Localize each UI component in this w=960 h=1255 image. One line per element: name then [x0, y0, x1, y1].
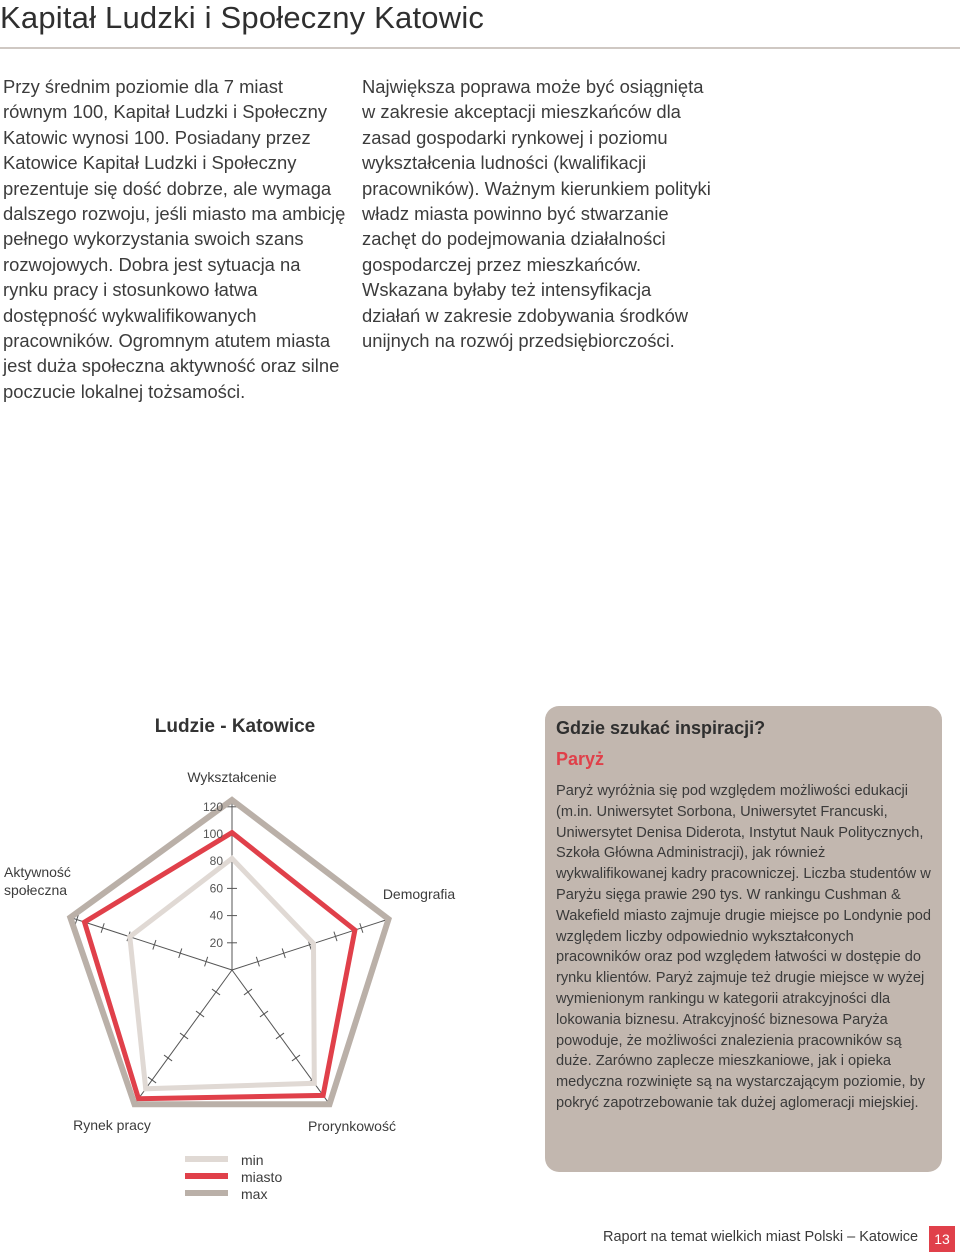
radar-tick-label: 120 [202, 799, 223, 814]
radar-series [70, 800, 388, 1104]
radar-tick-mark [212, 989, 220, 995]
radar-tick-mark [260, 1011, 268, 1017]
radar-axis-label [308, 1118, 396, 1134]
chart-title: Ludzie - Katowice [154, 716, 316, 737]
radar-axis-label [4, 864, 71, 898]
radar-tick-label: 80 [209, 854, 223, 869]
radar-tick-mark [244, 989, 252, 995]
radar-axis-label-line: Demografia [382, 886, 456, 902]
page-number: 13 [929, 1226, 955, 1252]
radar-axis-label-line: Prorynkowość [308, 1118, 396, 1134]
legend-label-miasto: miasto [241, 1169, 283, 1185]
title-divider [0, 47, 960, 49]
radar-series-max [70, 800, 388, 1104]
radar-tick-label: 60 [209, 881, 223, 896]
radar-tick-mark [180, 1033, 188, 1039]
inspiration-heading: Gdzie szukać inspiracji? [556, 718, 766, 738]
page-title: Kapitał Ludzki i Społeczny Katowic [0, 0, 485, 35]
intro-paragraph-left: Przy średnim poziomie dla 7 miast równym 100, Kapitał Ludzki i Społeczny Katowic wynosi 100. Posiadany przez Katowice Kapitał Ludzki i Społeczny prezentuje się dość dobrze, ale wymaga dalszego rozwoju, jeśli miasto ma ambicję pełnego wykorzystania swoich szans rozwojowych. Dobra jest sytuacja na rynku pracy i stosunkowo łatwa dostępność wykwalifikowanych pracowników. Ogromnym atutem miasta jest duża społeczna aktywność oraz silne poczucie lokalnej tożsamości. [3, 76, 346, 402]
radar-axis-label-line: społeczna [4, 882, 68, 898]
radar-axis-label-line: Wykształcenie [187, 769, 277, 785]
radar-tick-label: 20 [209, 935, 223, 950]
radar-axis-label-line: Aktywność [4, 864, 71, 880]
inspiration-box [545, 706, 942, 1172]
legend-swatch-max [185, 1190, 228, 1196]
radar-tick-mark [276, 1033, 284, 1039]
radar-tick-mark [148, 1077, 156, 1083]
radar-tick-mark [164, 1055, 172, 1061]
inspiration-city: Paryż [556, 749, 605, 769]
legend-swatch-miasto [185, 1173, 228, 1179]
intro-paragraph-right: Największa poprawa może być osiągnięta w zakresie akceptacji mieszkańców dla zasad gospodarki rynkowej i poziomu wykształcenia ludności (kwalifikacji pracowników). Ważnym kierunkiem polityki władz miasta powinno być stwarzanie zachęt do podejmowania działalności gospodarczej przez mieszkańców. Wskazana byłaby też intensyfikacja działań w zakresie zdobywania środków unijnych na rozwój przedsiębiorczości. [362, 76, 711, 352]
legend-label-max: max [241, 1186, 268, 1202]
radar-tick-label: 40 [209, 908, 223, 923]
radar-tick-mark [196, 1011, 204, 1017]
radar-axis-label [383, 886, 456, 902]
radar-axis-label [187, 769, 277, 785]
legend-swatch-min [185, 1156, 228, 1162]
legend-label-min: min [241, 1152, 264, 1168]
radar-axis-label [73, 1117, 151, 1133]
radar-axis-labels [4, 769, 455, 1134]
radar-axis-label-line: Rynek pracy [73, 1117, 151, 1133]
radar-chart [0, 755, 540, 1150]
footer-report-title: Raport na temat wielkich miast Polski – Katowice [603, 1229, 919, 1245]
radar-tick-label: 100 [202, 827, 223, 841]
radar-tick-mark [292, 1055, 300, 1061]
inspiration-text: Paryż wyróżnia się pod względem możliwości edukacji (m.in. Uniwersytet Sorbona, Uniwersytet Francuski, Uniwersytet Denisa Diderota, Instytut Nauk Politycznych, Szkoła Główna Administracji), jak również wykwalifikowanej kadry pracowniczej. Liczba studentów w Paryżu sięga prawie 290 tys. W rankingu Cushman & Wakefield miasto zajmuje drugie miejsce po Londynie pod względem liczby odpowiednio wykształconych pracowników oraz pod względem łatwości w dostępie do rynku klientów. Paryż zajmuje też drugie miejsce w wyżej wymienionym rankingu w kategorii atrakcyjności dla lokowania biznesu. Atrakcyjność biznesowa Paryża powoduje, że możliwości znalezienia pracowników są duże. Zarówno zaplecze mieszkaniowe, jak i opieka medyczna rozwinięte są na wystarczającym poziomie, by pokryć zapotrzebowanie tak dużej aglomeracji miejskiej. [556, 783, 932, 1111]
